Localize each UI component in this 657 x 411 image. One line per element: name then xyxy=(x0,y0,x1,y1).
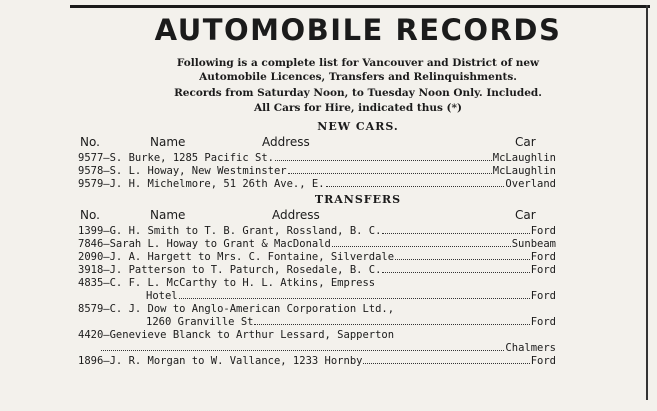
entry-car: McLaughlin xyxy=(492,152,556,164)
entry-car: Ford xyxy=(530,316,556,328)
entry-car: McLaughlin xyxy=(492,165,556,177)
transfer-row xyxy=(78,355,556,367)
leader-dots xyxy=(363,362,529,364)
entry-text: 2090—J. A. Hargett to Mrs. C. Fontaine, Silverdale xyxy=(78,251,395,263)
new-car-row xyxy=(78,165,556,177)
intro-line-2: Automobile Licences, Transfers and Relinquishments. xyxy=(199,71,517,83)
intro-line-4: All Cars for Hire, indicated thus (*) xyxy=(254,102,462,114)
page-title: AUTOMOBILE RECORDS xyxy=(154,13,562,47)
leader-dots xyxy=(275,159,492,161)
entry-car: Ford xyxy=(530,264,556,276)
entry-text: 9579—J. H. Michelmore, 51 26th Ave., E. xyxy=(78,178,325,190)
entry-text: 8579—C. J. Dow to Anglo-American Corporation Ltd., xyxy=(78,303,395,315)
transfer-row-continuation xyxy=(100,342,556,354)
entry-text: 1260 Granville St xyxy=(146,316,254,328)
new-car-row xyxy=(78,152,556,164)
leader-dots xyxy=(288,172,492,174)
transfer-row xyxy=(78,251,556,263)
entry-car: Ford xyxy=(530,290,556,302)
entry-car: Chalmers xyxy=(505,342,556,354)
leader-dots xyxy=(326,185,505,187)
entry-car: Ford xyxy=(530,251,556,263)
transfer-row-continuation xyxy=(146,316,556,328)
entry-car: Ford xyxy=(530,225,556,237)
transfers-col-no: No. xyxy=(80,208,100,222)
new-cars-col-car: Car xyxy=(515,135,536,149)
new-car-row xyxy=(78,178,556,190)
top-rule xyxy=(70,5,650,8)
leader-dots xyxy=(395,258,530,260)
entry-text: 9578—S. L. Howay, New Westminster xyxy=(78,165,287,177)
leader-dots xyxy=(254,323,529,325)
leader-dots xyxy=(332,245,511,247)
leader-dots xyxy=(179,297,530,299)
entry-text: 1896—J. R. Morgan to W. Vallance, 1233 Hornby xyxy=(78,355,363,367)
new-cars-col-name: Name xyxy=(150,135,186,149)
transfer-row-continuation xyxy=(146,290,556,302)
transfer-row xyxy=(78,303,556,315)
transfers-col-address: Address xyxy=(272,208,320,222)
leader-dots xyxy=(382,232,529,234)
transfers-heading: TRANSFERS xyxy=(314,193,402,206)
intro-line-1: Following is a complete list for Vancouver and District of new xyxy=(176,57,540,69)
entry-text: 1399—G. H. Smith to T. B. Grant, Rossland, B. C. xyxy=(78,225,382,237)
entry-text: 3918—J. Patterson to T. Paturch, Rosedale, B. C. xyxy=(78,264,382,276)
transfer-row xyxy=(78,238,556,250)
new-cars-col-address: Address xyxy=(262,135,310,149)
transfers-col-name: Name xyxy=(150,208,186,222)
entry-car: Overland xyxy=(505,178,556,190)
entry-text: Hotel xyxy=(146,290,178,302)
entry-car: Ford xyxy=(530,355,556,367)
transfer-row xyxy=(78,329,556,341)
leader-dots xyxy=(101,349,504,351)
new-cars-col-no: No. xyxy=(80,135,100,149)
entry-car: Sunbeam xyxy=(511,238,556,250)
new-cars-heading: NEW CARS. xyxy=(317,120,399,133)
entry-text: 9577—S. Burke, 1285 Pacific St. xyxy=(78,152,274,164)
transfer-row xyxy=(78,277,556,289)
entry-text: 4835—C. F. L. McCarthy to H. L. Atkins, Empress xyxy=(78,277,376,289)
transfer-row xyxy=(78,264,556,276)
right-rule xyxy=(646,5,648,400)
transfer-row xyxy=(78,225,556,237)
entry-text: 4420—Genevieve Blanck to Arthur Lessard, Sapperton xyxy=(78,329,395,341)
leader-dots xyxy=(382,271,529,273)
entry-text: 7846—Sarah L. Howay to Grant & MacDonald xyxy=(78,238,331,250)
transfers-col-car: Car xyxy=(515,208,536,222)
intro-line-3: Records from Saturday Noon, to Tuesday Noon Only. Included. xyxy=(174,87,542,99)
